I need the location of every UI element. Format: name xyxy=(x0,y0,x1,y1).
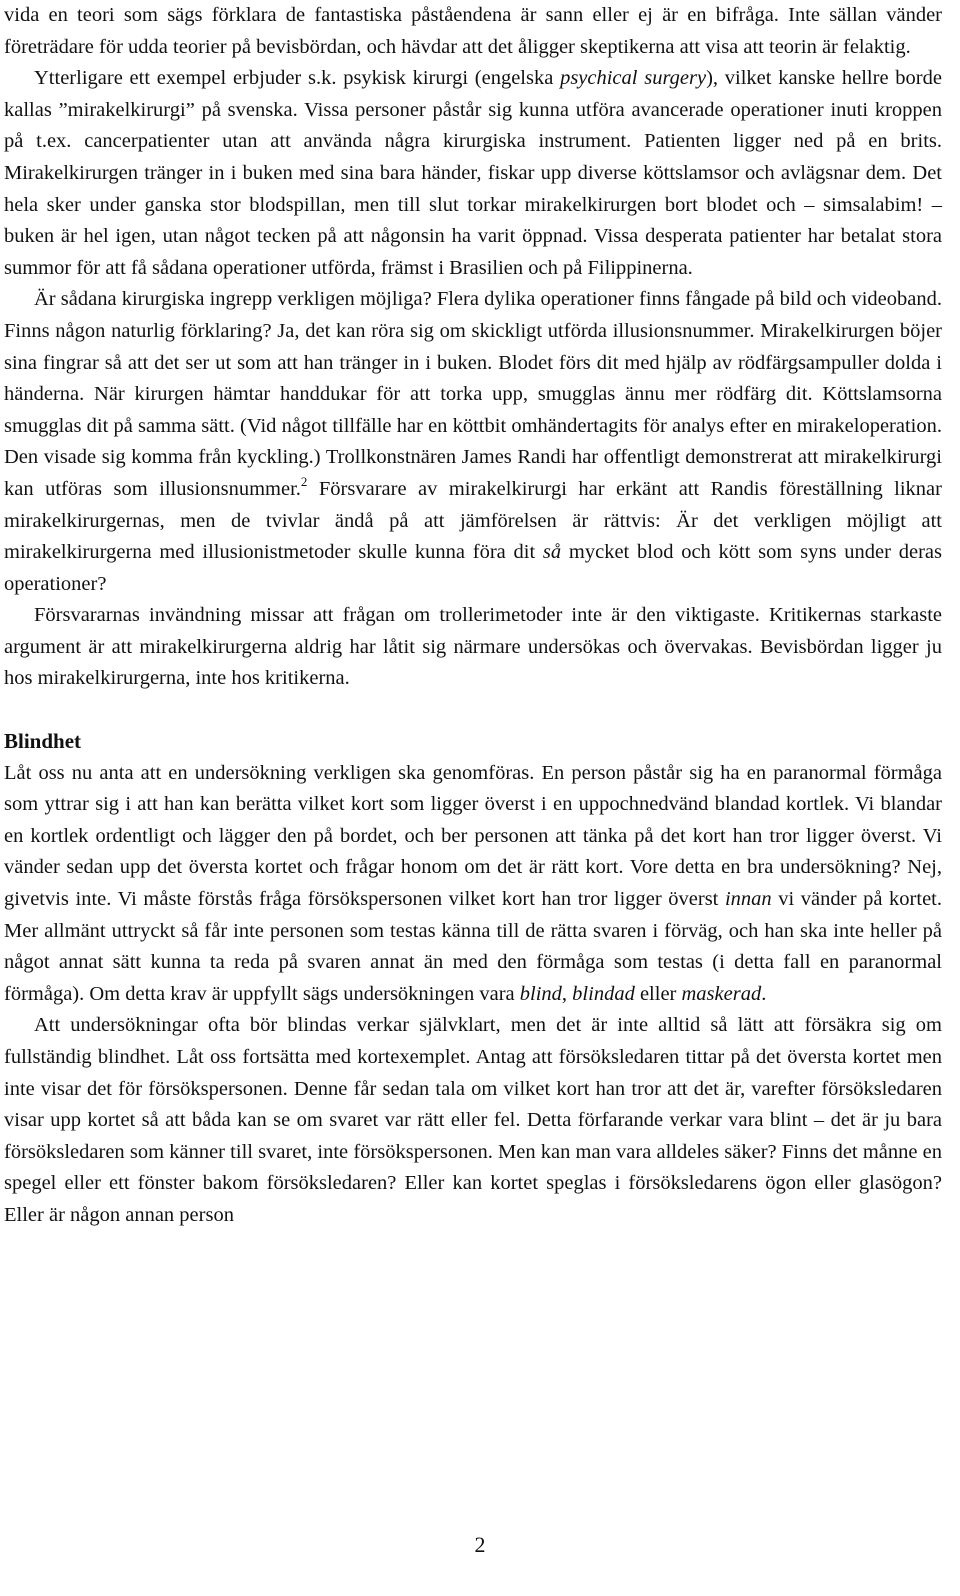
italic-term: blindad xyxy=(572,982,635,1005)
italic-term: psychical surgery xyxy=(560,67,707,90)
italic-term: blind xyxy=(519,982,562,1005)
section-heading: Blindhet xyxy=(4,729,82,754)
paragraph-3: Är sådana kirurgiska ingrepp verkligen möjliga? Flera dylika operationer finns fångade på bild och videoband. Finns någon naturlig förklaring? Ja, det kan röra sig om skickligt utförda illusionsnummer. Mirakelkirurgen böjer sina fingrar så att det ser ut som att han tränger in i buken. Blodet förs dit med hjälp av rödfärgsampuller dolda i händerna. När kirurgen hämtar handdukar för att torka upp, smugglas ännu mer rödfärg dit. Köttslamsorna smugglas dit på samma sätt. (Vid något tillfälle har en köttbit omhändertagits för analys efter en mirakeloperation. Den visade sig komma från kyckling.) Trollkonstnären James Randi har offentligt demonstrerat att mirakelkirurgi kan utföras som illusionsnummer.$^2$ Försvarare av mirakelkirurgi har erkänt att Randis föreställning liknar mirakelkirurgernas, men de tvivlar ändå på att jämförelsen är rättvis: Är det verkligen möjligt att mirakelkirurgerna med illusionistmetoder skulle kunna föra dit så mycket blod och kött som syns under deras operationer? xyxy=(4,288,942,595)
document-body xyxy=(4,0,942,1232)
footnote-mark[interactable]: 2 xyxy=(300,473,308,489)
italic-term: maskerad xyxy=(681,982,762,1005)
paragraph-1: vida en teori som sägs förklara de fantastiska påståendena är sann eller ej är en bifråga. Inte sällan vänder företrädare för udda teorier på bevisbördan, och hävdar att det åligger skeptikerna att visa att teorin är felaktig. xyxy=(4,4,942,58)
paragraph-5: Låt oss nu anta att en undersökning verkligen ska genomföras. En person påstår sig ha en paranormal förmåga som yttrar sig i att han kan berätta vilket kort som ligger överst i en uppochnedvänd blandad kortlek. Vi blandar en kortlek ordentligt och lägger den på bordet, och ber personen att tänka på det kort han tror ligger överst. Vi vänder sedan upp det översta kortet och frågar honom om det är rätt kort. Vore detta en bra undersökning? Nej, givetvis inte. Vi måste förstås fråga försökspersonen vilket kort han tror ligger överst innan vi vänder på kortet. Mer allmänt uttryckt så får inte personen som testas känna till de rätta svaren i förväg, och han ska inte heller på något annat sätt kunna ta reda på svaren annat än med den förmåga som testas (i detta fall en paranormal förmåga). Om detta krav är uppfyllt sägs undersökningen vara blind, blindad eller maskerad. xyxy=(4,761,942,1005)
paragraph-2: Ytterligare ett exempel erbjuder s.k. psykisk kirurgi (engelska psychical surgery), vilket kanske hellre borde kallas ”mirakelkirurgi” på svenska. Vissa personer påstår sig kunna utföra avancerade operationer inuti kroppen på t.ex. cancerpatienter utan att använda några kirurgiska instrument. Patienten ligger ned på en brits. Mirakelkirurgen tränger in i buken med sina bara händer, fiskar upp diverse köttslamsor och avlägsnar dem. Det hela sker under ganska stor blodspillan, men till slut torkar mirakelkirurgen bort blodet och – simsalabim! – buken är hel igen, utan något tecken på att någonsin ha varit öppnad. Vissa desperata patienter har betalat stora summor för att få sådana operationer utförda, främst i Brasilien och på Filippinerna. xyxy=(4,67,942,279)
paragraph-6: Att undersökningar ofta bör blindas verkar självklart, men det är inte alltid så lätt att försäkra sig om fullständig blindhet. Låt oss fortsätta med kortexemplet. Antag att försöksledaren tittar på det översta kortet men inte visar det för försökspersonen. Denne får sedan tala om vilket kort han tror att det är, varefter försöksledaren visar upp kortet så att båda kan se om svaret var rätt eller fel. Detta förfarande verkar vara blint – det är ju bara försöksledaren som känner till svaret, inte försökspersonen. Men kan man vara alldeles säker? Finns det månne en spegel eller ett fönster bakom försöksledaren? Eller kan kortet speglas i försöksledarens ögon eller glasögon? Eller är någon annan person xyxy=(4,1014,942,1226)
italic-term: så xyxy=(542,541,562,564)
paragraph-4: Försvararnas invändning missar att frågan om trollerimetoder inte är den viktigaste. Kritikernas starkaste argument är att mirakelkirurgerna aldrig har låtit sig närmare undersökas och övervakas. Bevisbördan ligger ju hos mirakelkirurgerna, inte hos kritikerna. xyxy=(4,604,942,690)
page-number: 2 xyxy=(474,1532,486,1557)
italic-term: innan xyxy=(724,888,772,911)
